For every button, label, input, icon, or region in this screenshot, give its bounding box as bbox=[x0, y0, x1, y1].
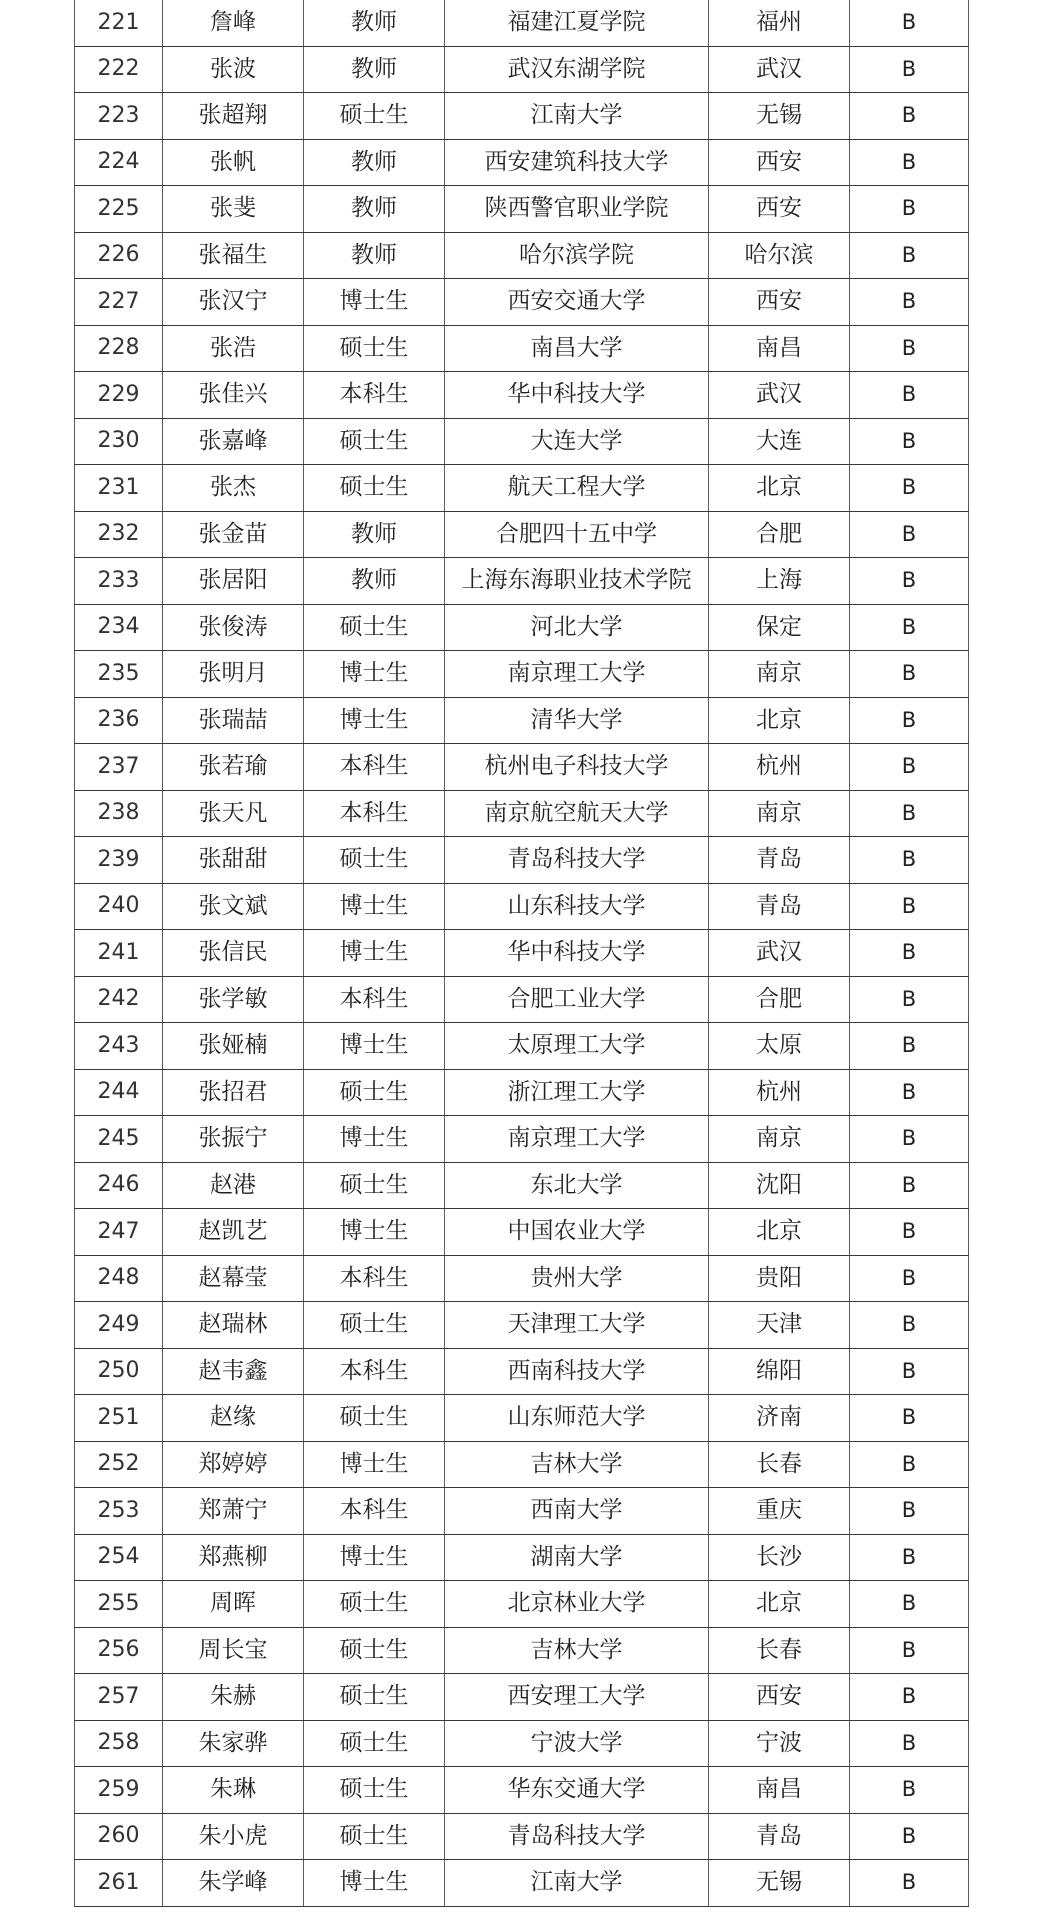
name-cell: 周长宝 bbox=[163, 1627, 304, 1674]
city-cell: 武汉 bbox=[709, 46, 850, 93]
grade-cell: B bbox=[850, 1209, 969, 1256]
institution-cell: 江南大学 bbox=[445, 1860, 709, 1907]
grade-cell: B bbox=[850, 1534, 969, 1581]
grade-cell: B bbox=[850, 1674, 969, 1721]
institution-cell: 宁波大学 bbox=[445, 1720, 709, 1767]
grade-cell: B bbox=[850, 46, 969, 93]
category-cell: 教师 bbox=[304, 46, 445, 93]
institution-cell: 东北大学 bbox=[445, 1162, 709, 1209]
name-cell: 张福生 bbox=[163, 232, 304, 279]
row-number-cell: 235 bbox=[75, 651, 163, 698]
table-row bbox=[75, 1534, 969, 1581]
category-cell: 教师 bbox=[304, 186, 445, 233]
category-cell: 硕士生 bbox=[304, 837, 445, 884]
name-cell: 张招君 bbox=[163, 1069, 304, 1116]
grade-cell: B bbox=[850, 1255, 969, 1302]
city-cell: 青岛 bbox=[709, 1813, 850, 1860]
category-cell: 硕士生 bbox=[304, 1767, 445, 1814]
category-cell: 硕士生 bbox=[304, 93, 445, 140]
category-cell: 教师 bbox=[304, 232, 445, 279]
category-cell: 硕士生 bbox=[304, 418, 445, 465]
city-cell: 北京 bbox=[709, 465, 850, 512]
grade-cell: B bbox=[850, 465, 969, 512]
name-cell: 张斐 bbox=[163, 186, 304, 233]
city-cell: 北京 bbox=[709, 1581, 850, 1628]
category-cell: 博士生 bbox=[304, 1860, 445, 1907]
grade-cell: B bbox=[850, 651, 969, 698]
row-number-cell: 244 bbox=[75, 1069, 163, 1116]
row-number-cell: 251 bbox=[75, 1395, 163, 1442]
row-number-cell: 247 bbox=[75, 1209, 163, 1256]
grade-cell: B bbox=[850, 883, 969, 930]
city-cell: 长春 bbox=[709, 1441, 850, 1488]
table-row bbox=[75, 1860, 969, 1907]
grade-cell: B bbox=[850, 325, 969, 372]
name-cell: 郑萧宁 bbox=[163, 1488, 304, 1535]
category-cell: 博士生 bbox=[304, 883, 445, 930]
category-cell: 硕士生 bbox=[304, 1302, 445, 1349]
row-number-cell: 258 bbox=[75, 1720, 163, 1767]
category-cell: 硕士生 bbox=[304, 1674, 445, 1721]
city-cell: 合肥 bbox=[709, 976, 850, 1023]
table-row bbox=[75, 325, 969, 372]
row-number-cell: 261 bbox=[75, 1860, 163, 1907]
table-row bbox=[75, 1488, 969, 1535]
table-row bbox=[75, 604, 969, 651]
institution-cell: 武汉东湖学院 bbox=[445, 46, 709, 93]
category-cell: 博士生 bbox=[304, 697, 445, 744]
city-cell: 青岛 bbox=[709, 883, 850, 930]
name-cell: 张明月 bbox=[163, 651, 304, 698]
name-cell: 朱学峰 bbox=[163, 1860, 304, 1907]
grade-cell: B bbox=[850, 1302, 969, 1349]
row-number-cell: 252 bbox=[75, 1441, 163, 1488]
table-row bbox=[75, 1395, 969, 1442]
city-cell: 武汉 bbox=[709, 372, 850, 419]
name-cell: 张帆 bbox=[163, 139, 304, 186]
name-cell: 张文斌 bbox=[163, 883, 304, 930]
table-row bbox=[75, 1441, 969, 1488]
row-number-cell: 227 bbox=[75, 279, 163, 326]
category-cell: 本科生 bbox=[304, 372, 445, 419]
institution-cell: 山东师范大学 bbox=[445, 1395, 709, 1442]
table-row bbox=[75, 511, 969, 558]
name-cell: 周晖 bbox=[163, 1581, 304, 1628]
institution-cell: 西南大学 bbox=[445, 1488, 709, 1535]
category-cell: 硕士生 bbox=[304, 1720, 445, 1767]
table-row bbox=[75, 46, 969, 93]
row-number-cell: 234 bbox=[75, 604, 163, 651]
table-row bbox=[75, 1767, 969, 1814]
row-number-cell: 240 bbox=[75, 883, 163, 930]
grade-cell: B bbox=[850, 1627, 969, 1674]
table-row bbox=[75, 1674, 969, 1721]
results-table-container bbox=[74, 0, 968, 1907]
city-cell: 西安 bbox=[709, 1674, 850, 1721]
institution-cell: 福建江夏学院 bbox=[445, 0, 709, 46]
city-cell: 南昌 bbox=[709, 325, 850, 372]
table-row bbox=[75, 1069, 969, 1116]
table-row bbox=[75, 1581, 969, 1628]
table-row bbox=[75, 1720, 969, 1767]
table-row bbox=[75, 1023, 969, 1070]
city-cell: 宁波 bbox=[709, 1720, 850, 1767]
institution-cell: 合肥四十五中学 bbox=[445, 511, 709, 558]
city-cell: 沈阳 bbox=[709, 1162, 850, 1209]
institution-cell: 陕西警官职业学院 bbox=[445, 186, 709, 233]
category-cell: 本科生 bbox=[304, 790, 445, 837]
category-cell: 硕士生 bbox=[304, 325, 445, 372]
row-number-cell: 242 bbox=[75, 976, 163, 1023]
grade-cell: B bbox=[850, 418, 969, 465]
category-cell: 硕士生 bbox=[304, 1069, 445, 1116]
institution-cell: 太原理工大学 bbox=[445, 1023, 709, 1070]
institution-cell: 吉林大学 bbox=[445, 1627, 709, 1674]
grade-cell: B bbox=[850, 930, 969, 977]
table-row bbox=[75, 465, 969, 512]
grade-cell: B bbox=[850, 1813, 969, 1860]
name-cell: 张超翔 bbox=[163, 93, 304, 140]
name-cell: 郑燕柳 bbox=[163, 1534, 304, 1581]
city-cell: 西安 bbox=[709, 139, 850, 186]
institution-cell: 上海东海职业技术学院 bbox=[445, 558, 709, 605]
city-cell: 青岛 bbox=[709, 837, 850, 884]
row-number-cell: 232 bbox=[75, 511, 163, 558]
city-cell: 西安 bbox=[709, 279, 850, 326]
category-cell: 教师 bbox=[304, 0, 445, 46]
table-row bbox=[75, 93, 969, 140]
row-number-cell: 249 bbox=[75, 1302, 163, 1349]
table-row bbox=[75, 372, 969, 419]
name-cell: 詹峰 bbox=[163, 0, 304, 46]
grade-cell: B bbox=[850, 186, 969, 233]
institution-cell: 航天工程大学 bbox=[445, 465, 709, 512]
row-number-cell: 257 bbox=[75, 1674, 163, 1721]
name-cell: 张娅楠 bbox=[163, 1023, 304, 1070]
row-number-cell: 253 bbox=[75, 1488, 163, 1535]
city-cell: 北京 bbox=[709, 697, 850, 744]
city-cell: 绵阳 bbox=[709, 1348, 850, 1395]
city-cell: 无锡 bbox=[709, 1860, 850, 1907]
name-cell: 张汉宁 bbox=[163, 279, 304, 326]
city-cell: 南昌 bbox=[709, 1767, 850, 1814]
grade-cell: B bbox=[850, 976, 969, 1023]
city-cell: 北京 bbox=[709, 1209, 850, 1256]
name-cell: 张甜甜 bbox=[163, 837, 304, 884]
table-row bbox=[75, 186, 969, 233]
row-number-cell: 230 bbox=[75, 418, 163, 465]
city-cell: 南京 bbox=[709, 1116, 850, 1163]
table-row bbox=[75, 279, 969, 326]
grade-cell: B bbox=[850, 511, 969, 558]
city-cell: 保定 bbox=[709, 604, 850, 651]
grade-cell: B bbox=[850, 0, 969, 46]
category-cell: 教师 bbox=[304, 558, 445, 605]
category-cell: 本科生 bbox=[304, 1348, 445, 1395]
city-cell: 济南 bbox=[709, 1395, 850, 1442]
row-number-cell: 222 bbox=[75, 46, 163, 93]
row-number-cell: 223 bbox=[75, 93, 163, 140]
institution-cell: 西安交通大学 bbox=[445, 279, 709, 326]
grade-cell: B bbox=[850, 1581, 969, 1628]
institution-cell: 南京航空航天大学 bbox=[445, 790, 709, 837]
name-cell: 张学敏 bbox=[163, 976, 304, 1023]
institution-cell: 湖南大学 bbox=[445, 1534, 709, 1581]
category-cell: 博士生 bbox=[304, 1534, 445, 1581]
table-row bbox=[75, 744, 969, 791]
institution-cell: 南昌大学 bbox=[445, 325, 709, 372]
city-cell: 天津 bbox=[709, 1302, 850, 1349]
category-cell: 本科生 bbox=[304, 744, 445, 791]
category-cell: 本科生 bbox=[304, 976, 445, 1023]
institution-cell: 北京林业大学 bbox=[445, 1581, 709, 1628]
grade-cell: B bbox=[850, 1023, 969, 1070]
table-row bbox=[75, 976, 969, 1023]
category-cell: 博士生 bbox=[304, 1441, 445, 1488]
city-cell: 上海 bbox=[709, 558, 850, 605]
city-cell: 贵阳 bbox=[709, 1255, 850, 1302]
row-number-cell: 226 bbox=[75, 232, 163, 279]
row-number-cell: 233 bbox=[75, 558, 163, 605]
name-cell: 赵凯艺 bbox=[163, 1209, 304, 1256]
name-cell: 张居阳 bbox=[163, 558, 304, 605]
name-cell: 赵缘 bbox=[163, 1395, 304, 1442]
name-cell: 张若瑜 bbox=[163, 744, 304, 791]
name-cell: 郑婷婷 bbox=[163, 1441, 304, 1488]
table-row bbox=[75, 418, 969, 465]
institution-cell: 中国农业大学 bbox=[445, 1209, 709, 1256]
grade-cell: B bbox=[850, 1395, 969, 1442]
category-cell: 教师 bbox=[304, 511, 445, 558]
name-cell: 张嘉峰 bbox=[163, 418, 304, 465]
category-cell: 博士生 bbox=[304, 1116, 445, 1163]
grade-cell: B bbox=[850, 1162, 969, 1209]
name-cell: 张天凡 bbox=[163, 790, 304, 837]
table-row bbox=[75, 651, 969, 698]
name-cell: 张瑞喆 bbox=[163, 697, 304, 744]
category-cell: 硕士生 bbox=[304, 1813, 445, 1860]
row-number-cell: 245 bbox=[75, 1116, 163, 1163]
row-number-cell: 221 bbox=[75, 0, 163, 46]
name-cell: 张信民 bbox=[163, 930, 304, 977]
table-row bbox=[75, 232, 969, 279]
row-number-cell: 229 bbox=[75, 372, 163, 419]
row-number-cell: 248 bbox=[75, 1255, 163, 1302]
row-number-cell: 241 bbox=[75, 930, 163, 977]
name-cell: 张俊涛 bbox=[163, 604, 304, 651]
grade-cell: B bbox=[850, 1488, 969, 1535]
institution-cell: 西安理工大学 bbox=[445, 1674, 709, 1721]
institution-cell: 杭州电子科技大学 bbox=[445, 744, 709, 791]
city-cell: 杭州 bbox=[709, 744, 850, 791]
city-cell: 大连 bbox=[709, 418, 850, 465]
row-number-cell: 228 bbox=[75, 325, 163, 372]
institution-cell: 华东交通大学 bbox=[445, 1767, 709, 1814]
table-row bbox=[75, 1116, 969, 1163]
institution-cell: 华中科技大学 bbox=[445, 930, 709, 977]
name-cell: 朱家骅 bbox=[163, 1720, 304, 1767]
name-cell: 张振宁 bbox=[163, 1116, 304, 1163]
category-cell: 博士生 bbox=[304, 1209, 445, 1256]
category-cell: 硕士生 bbox=[304, 1395, 445, 1442]
institution-cell: 南京理工大学 bbox=[445, 651, 709, 698]
name-cell: 张金苗 bbox=[163, 511, 304, 558]
table-row bbox=[75, 1209, 969, 1256]
results-table bbox=[74, 0, 969, 1907]
grade-cell: B bbox=[850, 744, 969, 791]
institution-cell: 山东科技大学 bbox=[445, 883, 709, 930]
grade-cell: B bbox=[850, 604, 969, 651]
table-row bbox=[75, 1627, 969, 1674]
institution-cell: 哈尔滨学院 bbox=[445, 232, 709, 279]
category-cell: 博士生 bbox=[304, 279, 445, 326]
city-cell: 重庆 bbox=[709, 1488, 850, 1535]
row-number-cell: 239 bbox=[75, 837, 163, 884]
city-cell: 杭州 bbox=[709, 1069, 850, 1116]
institution-cell: 清华大学 bbox=[445, 697, 709, 744]
institution-cell: 合肥工业大学 bbox=[445, 976, 709, 1023]
city-cell: 长春 bbox=[709, 1627, 850, 1674]
table-row bbox=[75, 139, 969, 186]
category-cell: 硕士生 bbox=[304, 465, 445, 512]
grade-cell: B bbox=[850, 232, 969, 279]
institution-cell: 吉林大学 bbox=[445, 1441, 709, 1488]
city-cell: 哈尔滨 bbox=[709, 232, 850, 279]
institution-cell: 华中科技大学 bbox=[445, 372, 709, 419]
table-row bbox=[75, 930, 969, 977]
grade-cell: B bbox=[850, 93, 969, 140]
grade-cell: B bbox=[850, 1069, 969, 1116]
grade-cell: B bbox=[850, 1441, 969, 1488]
grade-cell: B bbox=[850, 279, 969, 326]
row-number-cell: 254 bbox=[75, 1534, 163, 1581]
category-cell: 本科生 bbox=[304, 1255, 445, 1302]
name-cell: 张佳兴 bbox=[163, 372, 304, 419]
institution-cell: 青岛科技大学 bbox=[445, 1813, 709, 1860]
name-cell: 赵幕莹 bbox=[163, 1255, 304, 1302]
grade-cell: B bbox=[850, 1720, 969, 1767]
row-number-cell: 231 bbox=[75, 465, 163, 512]
institution-cell: 南京理工大学 bbox=[445, 1116, 709, 1163]
city-cell: 合肥 bbox=[709, 511, 850, 558]
city-cell: 南京 bbox=[709, 790, 850, 837]
category-cell: 博士生 bbox=[304, 1023, 445, 1070]
table-row bbox=[75, 1302, 969, 1349]
city-cell: 西安 bbox=[709, 186, 850, 233]
table-row bbox=[75, 1255, 969, 1302]
table-row bbox=[75, 790, 969, 837]
grade-cell: B bbox=[850, 790, 969, 837]
table-row bbox=[75, 697, 969, 744]
institution-cell: 江南大学 bbox=[445, 93, 709, 140]
institution-cell: 青岛科技大学 bbox=[445, 837, 709, 884]
name-cell: 张波 bbox=[163, 46, 304, 93]
category-cell: 教师 bbox=[304, 139, 445, 186]
name-cell: 赵港 bbox=[163, 1162, 304, 1209]
city-cell: 南京 bbox=[709, 651, 850, 698]
institution-cell: 贵州大学 bbox=[445, 1255, 709, 1302]
row-number-cell: 246 bbox=[75, 1162, 163, 1209]
row-number-cell: 255 bbox=[75, 1581, 163, 1628]
grade-cell: B bbox=[850, 1767, 969, 1814]
name-cell: 朱赫 bbox=[163, 1674, 304, 1721]
city-cell: 武汉 bbox=[709, 930, 850, 977]
grade-cell: B bbox=[850, 837, 969, 884]
name-cell: 朱琳 bbox=[163, 1767, 304, 1814]
row-number-cell: 260 bbox=[75, 1813, 163, 1860]
row-number-cell: 243 bbox=[75, 1023, 163, 1070]
name-cell: 赵韦鑫 bbox=[163, 1348, 304, 1395]
city-cell: 无锡 bbox=[709, 93, 850, 140]
row-number-cell: 259 bbox=[75, 1767, 163, 1814]
table-row bbox=[75, 1162, 969, 1209]
category-cell: 硕士生 bbox=[304, 1627, 445, 1674]
city-cell: 长沙 bbox=[709, 1534, 850, 1581]
table-row bbox=[75, 883, 969, 930]
category-cell: 博士生 bbox=[304, 930, 445, 977]
table-row bbox=[75, 837, 969, 884]
institution-cell: 浙江理工大学 bbox=[445, 1069, 709, 1116]
institution-cell: 西南科技大学 bbox=[445, 1348, 709, 1395]
row-number-cell: 250 bbox=[75, 1348, 163, 1395]
grade-cell: B bbox=[850, 558, 969, 605]
city-cell: 福州 bbox=[709, 0, 850, 46]
table-body bbox=[75, 0, 969, 1906]
table-row bbox=[75, 1348, 969, 1395]
grade-cell: B bbox=[850, 1348, 969, 1395]
name-cell: 朱小虎 bbox=[163, 1813, 304, 1860]
city-cell: 太原 bbox=[709, 1023, 850, 1070]
category-cell: 博士生 bbox=[304, 651, 445, 698]
row-number-cell: 225 bbox=[75, 186, 163, 233]
row-number-cell: 236 bbox=[75, 697, 163, 744]
institution-cell: 河北大学 bbox=[445, 604, 709, 651]
row-number-cell: 238 bbox=[75, 790, 163, 837]
institution-cell: 大连大学 bbox=[445, 418, 709, 465]
table-row bbox=[75, 0, 969, 46]
name-cell: 赵瑞林 bbox=[163, 1302, 304, 1349]
category-cell: 本科生 bbox=[304, 1488, 445, 1535]
row-number-cell: 224 bbox=[75, 139, 163, 186]
category-cell: 硕士生 bbox=[304, 1162, 445, 1209]
category-cell: 硕士生 bbox=[304, 1581, 445, 1628]
category-cell: 硕士生 bbox=[304, 604, 445, 651]
grade-cell: B bbox=[850, 372, 969, 419]
grade-cell: B bbox=[850, 1116, 969, 1163]
name-cell: 张杰 bbox=[163, 465, 304, 512]
table-row bbox=[75, 558, 969, 605]
institution-cell: 天津理工大学 bbox=[445, 1302, 709, 1349]
row-number-cell: 237 bbox=[75, 744, 163, 791]
grade-cell: B bbox=[850, 1860, 969, 1907]
grade-cell: B bbox=[850, 139, 969, 186]
grade-cell: B bbox=[850, 697, 969, 744]
table-row bbox=[75, 1813, 969, 1860]
institution-cell: 西安建筑科技大学 bbox=[445, 139, 709, 186]
row-number-cell: 256 bbox=[75, 1627, 163, 1674]
name-cell: 张浩 bbox=[163, 325, 304, 372]
